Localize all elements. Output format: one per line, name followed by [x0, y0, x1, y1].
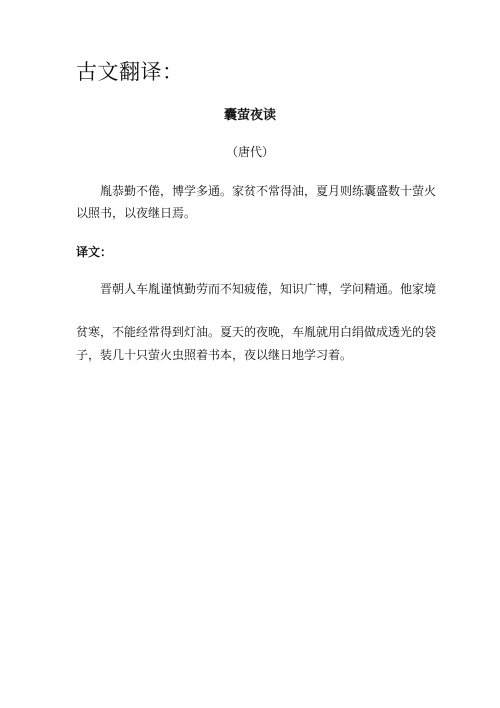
dynasty-label: （唐代） [225, 145, 274, 159]
translation-line-1 [76, 277, 437, 301]
translation-line-3: 子，装几十只萤火虫照着书本，夜以继日地学习着。 [76, 348, 353, 362]
poem-title: 囊萤夜读 [223, 108, 276, 123]
original-text-line-1-content: 胤恭勤不倦，博学多通。家贫不常得油，夏月则练囊盛数十萤火 [100, 184, 437, 198]
original-text-line-1 [76, 179, 437, 203]
translation-line-2: 贫寒，不能经常得到灯油。夏天的夜晚，车胤就用白绢做成透光的袋 [76, 325, 437, 339]
page-heading: 古文翻译： [76, 60, 184, 84]
translation-label: 译文： [76, 245, 113, 259]
original-text-line-2: 以照书，以夜继日焉。 [76, 206, 197, 220]
translation-line-1-content: 晋朝人车胤谨慎勤劳而不知疲倦，知识广博，学问精通。他家境 [100, 282, 437, 296]
